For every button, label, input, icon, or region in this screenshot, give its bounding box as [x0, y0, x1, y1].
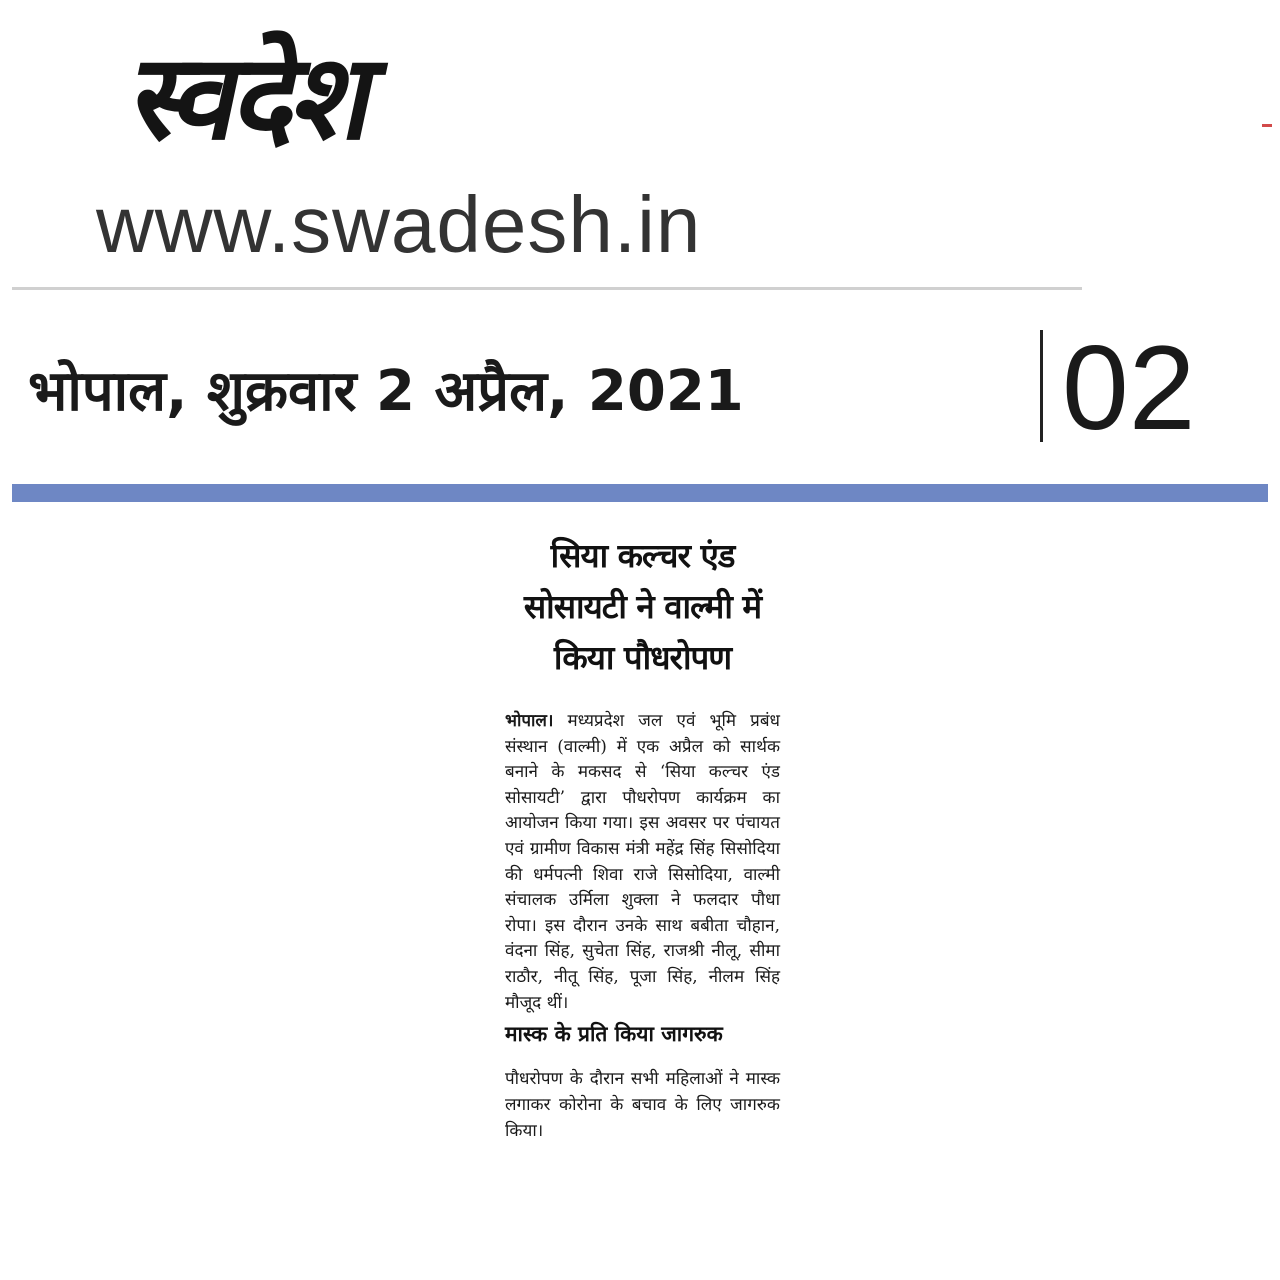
corner-mark: [1262, 124, 1272, 127]
article-dateline: भोपाल।: [505, 711, 554, 731]
website-url: www.swadesh.in: [96, 180, 702, 269]
edition-date-line: भोपाल, शुक्रवार 2 अप्रैल, 2021: [28, 359, 744, 424]
article-paragraph-2: पौधरोपण के दौरान सभी महिलाओं ने मास्क लगाकर कोरोना के बचाव के लिए जागरुक किया।: [505, 1069, 780, 1142]
news-article: [505, 530, 780, 1144]
article-paragraph-1: मध्यप्रदेश जल एवं भूमि प्रबंध संस्थान (वाल्मी) में एक अप्रैल को सार्थक बनाने के मकसद से ‘सिया कल्चर एंड सोसायटी’ द्वारा पौधरोपण कार्यक्रम का आयोजन किया गया। इस अवसर पर पंचायत एवं ग्रामीण विकास मंत्री महेंद्र सिंह सिसोदिया की धर्मपत्नी शिवा राजे सिसोदिया, वाल्मी संचालक उर्मिला शुक्ला ने फलदार पौधा रोपा। इस दौरान उनके साथ बबीता चौहान, वंदना सिंह, सुचेता सिंह, राजश्री नीलू, सीमा राठौर, नीतू सिंह, पूजा सिंह, नीलम सिंह मौजूद थीं।: [505, 711, 780, 1013]
page-number-divider: [1040, 330, 1043, 442]
blue-accent-rule: [12, 484, 1268, 502]
article-subhead: मास्क के प्रति किया जागरुक: [505, 1022, 723, 1047]
header-divider: [12, 287, 1082, 290]
page-number: 02: [1062, 321, 1196, 455]
article-headline: सिया कल्चर एंड सोसायटी ने वाल्मी में किया पौधरोपण: [523, 536, 762, 677]
newspaper-logo: स्वदेश: [120, 28, 389, 166]
article-body: [505, 709, 780, 1016]
